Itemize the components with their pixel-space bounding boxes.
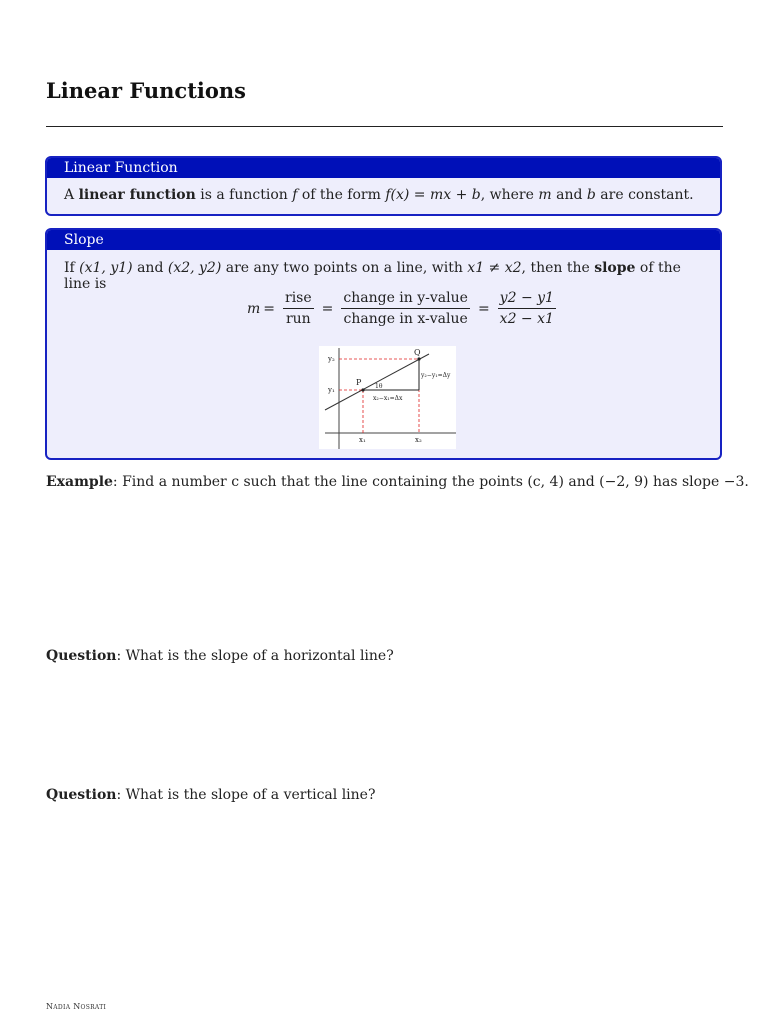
footer-author: Nadia Nosrati: [46, 1002, 107, 1011]
example-label: Example: [46, 474, 113, 490]
example-text: Example: Find a number c such that the line containing the points (c, 4) and (−2, 9) has slope −3.: [46, 474, 749, 490]
fraction-change: $\frac{\text{change in y-value}}{\text{change in x-value}}$: [343, 290, 468, 327]
label-p: P: [356, 378, 362, 387]
question-vertical: Question: What is the slope of a vertical line?: [46, 787, 376, 803]
label-y2: y₂: [328, 355, 335, 363]
point-1: (x1, y1): [79, 260, 133, 276]
definition-box: [45, 156, 722, 216]
question-label: Question: [46, 648, 117, 664]
slope-diagram: [319, 346, 456, 449]
fraction-rise-run: $\frac{\text{rise}}{\text{run}}$: [285, 290, 312, 327]
label-angle: 1θ: [375, 383, 383, 390]
definition-text: A linear function is a function f of the form f(x) = mx + b, where m and b are constant.: [64, 187, 694, 203]
point-2: (x2, y2): [167, 260, 222, 276]
label-run: x₂−x₁=Δx: [373, 395, 403, 402]
slope-formula: m = $\frac{\text{rise}}{\text{run}}$ = $\frac{\text{change in y-value}}{\text{change in x-value}}$ = $\frac{y2 - y1}{x2 - x1}$: [247, 290, 554, 327]
page-title: Linear Functions: [46, 78, 246, 103]
title-divider: [46, 126, 723, 127]
label-x1: x₁: [359, 436, 366, 444]
label-q: Q: [414, 348, 421, 357]
slope-box-header: Slope: [47, 230, 720, 250]
term-linear-function: linear function: [78, 187, 196, 203]
label-y1: y₁: [328, 386, 335, 394]
term-slope: slope: [594, 260, 636, 276]
question-label: Question: [46, 787, 117, 803]
label-rise: y₂−y₁=Δy: [421, 372, 451, 379]
slope-text: If (x1, y1) and (x2, y2) are any two points on a line, with x1 ≠ x2, then the slope of the line is: [64, 260, 681, 292]
definition-box-header: Linear Function: [47, 158, 720, 178]
label-x2: x₂: [415, 436, 422, 444]
fraction-difference: $\frac{y2 - y1}{x2 - x1}$: [499, 290, 554, 327]
condition: x1 ≠ x2: [467, 260, 522, 276]
question-horizontal: Question: What is the slope of a horizontal line?: [46, 648, 394, 664]
linear-formula: f(x) = mx + b: [385, 187, 481, 203]
slope-box: [45, 228, 722, 460]
